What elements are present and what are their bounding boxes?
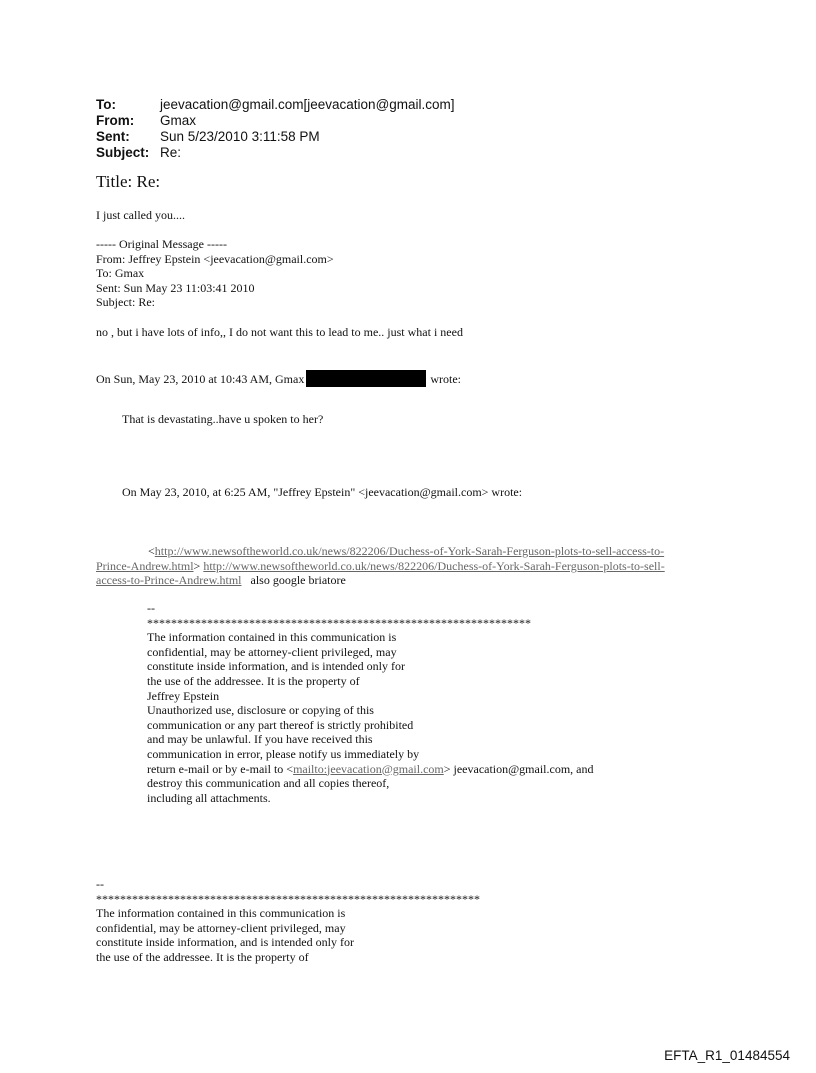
- inner-line: including all attachments.: [147, 790, 271, 805]
- outer-line: the use of the addressee. It is the property of: [96, 949, 309, 964]
- document-id: EFTA_R1_01484554: [664, 1048, 790, 1063]
- links-line-1: [96, 544, 665, 559]
- original-from: From: Jeffrey Epstein <jeevacation@gmail.com>: [96, 251, 334, 266]
- quote1-suffix: wrote:: [430, 372, 461, 386]
- outer-line: confidential, may be attorney-client privileged, may: [96, 920, 346, 935]
- to-value: jeevacation@gmail.com[jeevacation@gmail.com]: [160, 97, 455, 112]
- news-link-2-cont[interactable]: access-to-Prince-Andrew.html: [96, 573, 242, 588]
- return-prefix: return e-mail or by e-mail to <: [147, 761, 294, 776]
- inner-line: the use of the addressee. It is the property of: [147, 673, 360, 688]
- quote1-header: [96, 370, 461, 387]
- links-line-3: [96, 573, 665, 588]
- subject-label: Subject:: [96, 145, 150, 160]
- subject-value: Re:: [160, 145, 182, 160]
- page-title: Title: Re:: [96, 172, 161, 191]
- inner-line: constitute inside information, and is intended only for: [147, 659, 405, 674]
- sent-label: Sent:: [96, 129, 130, 144]
- header-to-row: [96, 97, 455, 113]
- header-subject-row: [96, 145, 181, 161]
- link-close: >: [193, 558, 201, 573]
- from-label: From:: [96, 113, 135, 128]
- inner-line: destroy this communication and all copies thereof,: [147, 776, 390, 791]
- redaction-block: [306, 370, 426, 387]
- quote1-prefix: On Sun, May 23, 2010 at 10:43 AM, Gmax: [96, 372, 305, 386]
- original-sent: Sent: Sun May 23 11:03:41 2010: [96, 280, 255, 295]
- links-line-2: [96, 559, 665, 574]
- outer-dashes: --: [96, 877, 104, 891]
- inner-return-line: [147, 762, 594, 777]
- sent-value: Sun 5/23/2010 3:11:58 PM: [160, 129, 320, 144]
- return-suffix: > jeevacation@gmail.com, and: [443, 761, 594, 776]
- reply-text: I just called you....: [96, 208, 185, 222]
- original-separator: ----- Original Message -----: [96, 237, 227, 251]
- outer-line: The information contained in this communication is: [96, 906, 346, 921]
- from-value: Gmax: [160, 113, 197, 128]
- news-link-1-cont[interactable]: Prince-Andrew.html: [96, 558, 194, 573]
- links-paragraph: [96, 544, 665, 588]
- mailto-link[interactable]: mailto:jeevacation@gmail.com: [293, 761, 444, 776]
- quote1-text: That is devastating..have u spoken to her?: [122, 412, 324, 426]
- header-sent-row: [96, 129, 320, 145]
- link-tail: also google briatore: [250, 573, 346, 588]
- inner-line: communication in error, please notify us immediately by: [147, 746, 420, 761]
- outer-line: constitute inside information, and is intended only for: [96, 935, 354, 950]
- original-text: no , but i have lots of info,, I do not want this to lead to me.. just what i need: [96, 325, 463, 339]
- inner-line: Jeffrey Epstein: [147, 688, 220, 703]
- inner-line: communication or any part thereof is strictly prohibited: [147, 717, 414, 732]
- inner-line: Unauthorized use, disclosure or copying of this: [147, 703, 374, 718]
- original-message-block: [96, 237, 334, 310]
- inner-disclaimer: [147, 601, 594, 805]
- outer-disclaimer: [96, 877, 480, 965]
- inner-line: confidential, may be attorney-client privileged, may: [147, 644, 397, 659]
- inner-dashes: --: [147, 601, 155, 615]
- inner-stars: ****************************************************************: [147, 615, 531, 630]
- link-open: <: [148, 544, 155, 558]
- outer-stars: ****************************************************************: [96, 891, 480, 906]
- header-from-row: [96, 113, 196, 129]
- quote2-header: On May 23, 2010, at 6:25 AM, "Jeffrey Epstein" <jeevacation@gmail.com> wrote:: [122, 485, 523, 499]
- to-label: To:: [96, 97, 116, 112]
- inner-line: and may be unlawful. If you have received this: [147, 732, 373, 747]
- inner-line: The information contained in this communication is: [147, 630, 397, 645]
- original-to: To: Gmax: [96, 266, 145, 281]
- news-link-2[interactable]: http://www.newsoftheworld.co.uk/news/822206/Duchess-of-York-Sarah-Ferguson-plots-to-sell-: [203, 558, 665, 573]
- news-link-1[interactable]: http://www.newsoftheworld.co.uk/news/822206/Duchess-of-York-Sarah-Ferguson-plots-to-sell-access-to-: [154, 544, 665, 558]
- original-subject: Subject: Re:: [96, 295, 155, 310]
